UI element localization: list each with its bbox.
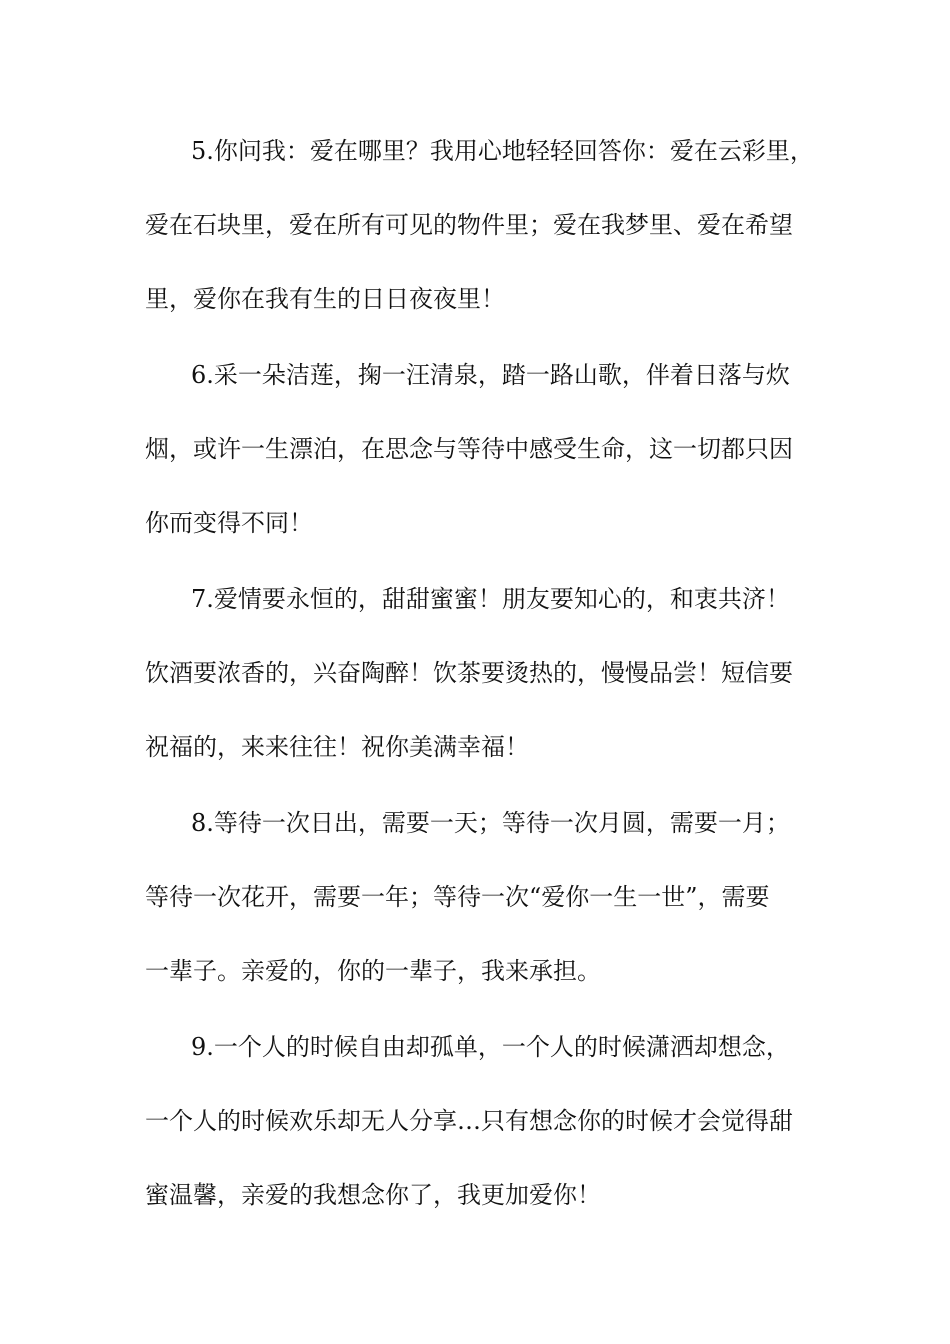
text-line: 爱在石块里，爱在所有可见的物件里；爱在我梦里、爱在希望 bbox=[145, 211, 793, 239]
text-line: 等待一次花开，需要一年；等待一次“爱你一生一世”，需要 bbox=[145, 883, 770, 911]
text-line: 饮酒要浓香的，兴奋陶醉！饮茶要烫热的，慢慢品尝！短信要 bbox=[145, 659, 793, 687]
text-line: 5.你问我：爱在哪里？我用心地轻轻回答你：爱在云彩里， bbox=[191, 137, 814, 165]
text-line: 6.采一朵洁莲，掬一汪清泉，踏一路山歌，伴着日落与炊 bbox=[191, 361, 790, 389]
text-line: 9.一个人的时候自由却孤单，一个人的时候潇洒却想念， bbox=[191, 1033, 790, 1061]
text-line: 一个人的时候欢乐却无人分享…只有想念你的时候才会觉得甜 bbox=[145, 1107, 793, 1135]
text-line: 里，爱你在我有生的日日夜夜里！ bbox=[145, 285, 505, 313]
text-line: 蜜温馨，亲爱的我想念你了，我更加爱你！ bbox=[145, 1181, 601, 1209]
text-line: 8.等待一次日出，需要一天；等待一次月圆，需要一月； bbox=[191, 809, 790, 837]
text-line: 祝福的，来来往往！祝你美满幸福！ bbox=[145, 733, 529, 761]
text-line: 一辈子。亲爱的，你的一辈子，我来承担。 bbox=[145, 957, 601, 985]
text-line: 你而变得不同！ bbox=[145, 509, 313, 537]
text-line: 烟，或许一生漂泊，在思念与等待中感受生命，这一切都只因 bbox=[145, 435, 793, 463]
text-line: 7.爱情要永恒的，甜甜蜜蜜！朋友要知心的，和衷共济！ bbox=[191, 585, 790, 613]
